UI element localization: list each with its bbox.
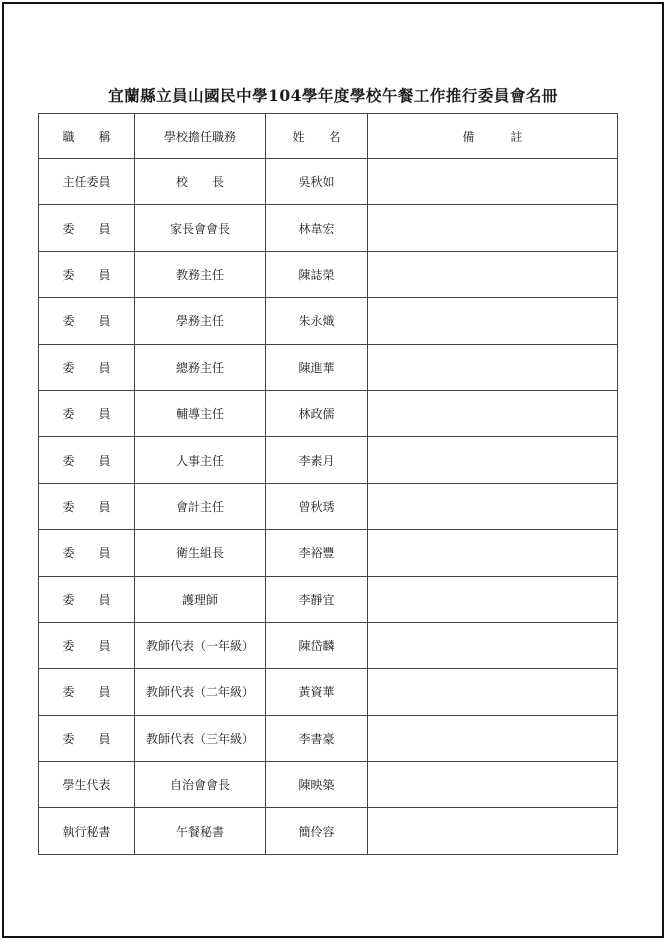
cell-school-position: 輔導主任	[135, 390, 266, 436]
cell-role: 委 員	[39, 483, 135, 529]
cell-note	[368, 483, 618, 529]
committee-roster-table	[38, 113, 618, 855]
cell-name: 曾秋琇	[266, 483, 368, 529]
table-row	[39, 530, 618, 576]
cell-role: 委 員	[39, 669, 135, 715]
table-row	[39, 808, 618, 854]
cell-role: 學生代表	[39, 762, 135, 808]
cell-note	[368, 437, 618, 483]
cell-school-position: 總務主任	[135, 344, 266, 390]
cell-note	[368, 251, 618, 297]
table-row	[39, 669, 618, 715]
cell-note	[368, 622, 618, 668]
cell-name: 李裕豐	[266, 530, 368, 576]
cell-name: 陳岱麟	[266, 622, 368, 668]
cell-name: 吳秋如	[266, 159, 368, 205]
table-row	[39, 576, 618, 622]
header-school-position: 學校擔任職務	[135, 114, 266, 159]
header-note: 備 註	[368, 114, 618, 159]
table-row	[39, 762, 618, 808]
table-header-row	[39, 114, 618, 159]
cell-note	[368, 298, 618, 344]
cell-name: 黃資華	[266, 669, 368, 715]
cell-school-position: 教師代表（一年級）	[135, 622, 266, 668]
table-row	[39, 437, 618, 483]
table-row	[39, 298, 618, 344]
cell-note	[368, 762, 618, 808]
cell-school-position: 教務主任	[135, 251, 266, 297]
table-body	[39, 159, 618, 855]
cell-school-position: 人事主任	[135, 437, 266, 483]
cell-school-position: 家長會會長	[135, 205, 266, 251]
table-row	[39, 205, 618, 251]
cell-school-position: 會計主任	[135, 483, 266, 529]
cell-school-position: 教師代表（二年級）	[135, 669, 266, 715]
cell-role: 委 員	[39, 576, 135, 622]
cell-role: 委 員	[39, 390, 135, 436]
cell-role: 委 員	[39, 298, 135, 344]
cell-school-position: 午餐秘書	[135, 808, 266, 854]
document-title: 宜蘭縣立員山國民中學104學年度學校午餐工作推行委員會名冊	[108, 86, 558, 105]
cell-note	[368, 669, 618, 715]
cell-role: 主任委員	[39, 159, 135, 205]
cell-role: 執行秘書	[39, 808, 135, 854]
cell-role: 委 員	[39, 205, 135, 251]
cell-note	[368, 390, 618, 436]
cell-note	[368, 159, 618, 205]
cell-school-position: 護理師	[135, 576, 266, 622]
header-role: 職 稱	[39, 114, 135, 159]
cell-role: 委 員	[39, 251, 135, 297]
cell-name: 李書豪	[266, 715, 368, 761]
cell-school-position: 自治會會長	[135, 762, 266, 808]
cell-note	[368, 576, 618, 622]
cell-note	[368, 530, 618, 576]
cell-note	[368, 344, 618, 390]
table-row	[39, 715, 618, 761]
table-row	[39, 483, 618, 529]
cell-note	[368, 715, 618, 761]
cell-name: 陳進華	[266, 344, 368, 390]
table-row	[39, 390, 618, 436]
table-row	[39, 344, 618, 390]
cell-name: 簡伶容	[266, 808, 368, 854]
cell-role: 委 員	[39, 715, 135, 761]
cell-name: 陳誌榮	[266, 251, 368, 297]
cell-role: 委 員	[39, 437, 135, 483]
cell-role: 委 員	[39, 344, 135, 390]
cell-role: 委 員	[39, 622, 135, 668]
cell-note	[368, 808, 618, 854]
cell-school-position: 教師代表（三年級）	[135, 715, 266, 761]
cell-name: 李靜宜	[266, 576, 368, 622]
table-row	[39, 251, 618, 297]
cell-name: 林政儒	[266, 390, 368, 436]
cell-name: 朱永熾	[266, 298, 368, 344]
cell-name: 李素月	[266, 437, 368, 483]
cell-school-position: 衛生組長	[135, 530, 266, 576]
cell-note	[368, 205, 618, 251]
header-name: 姓 名	[266, 114, 368, 159]
cell-school-position: 學務主任	[135, 298, 266, 344]
cell-role: 委 員	[39, 530, 135, 576]
table-row	[39, 159, 618, 205]
table-row	[39, 622, 618, 668]
cell-name: 陳映築	[266, 762, 368, 808]
cell-name: 林韋宏	[266, 205, 368, 251]
cell-school-position: 校 長	[135, 159, 266, 205]
